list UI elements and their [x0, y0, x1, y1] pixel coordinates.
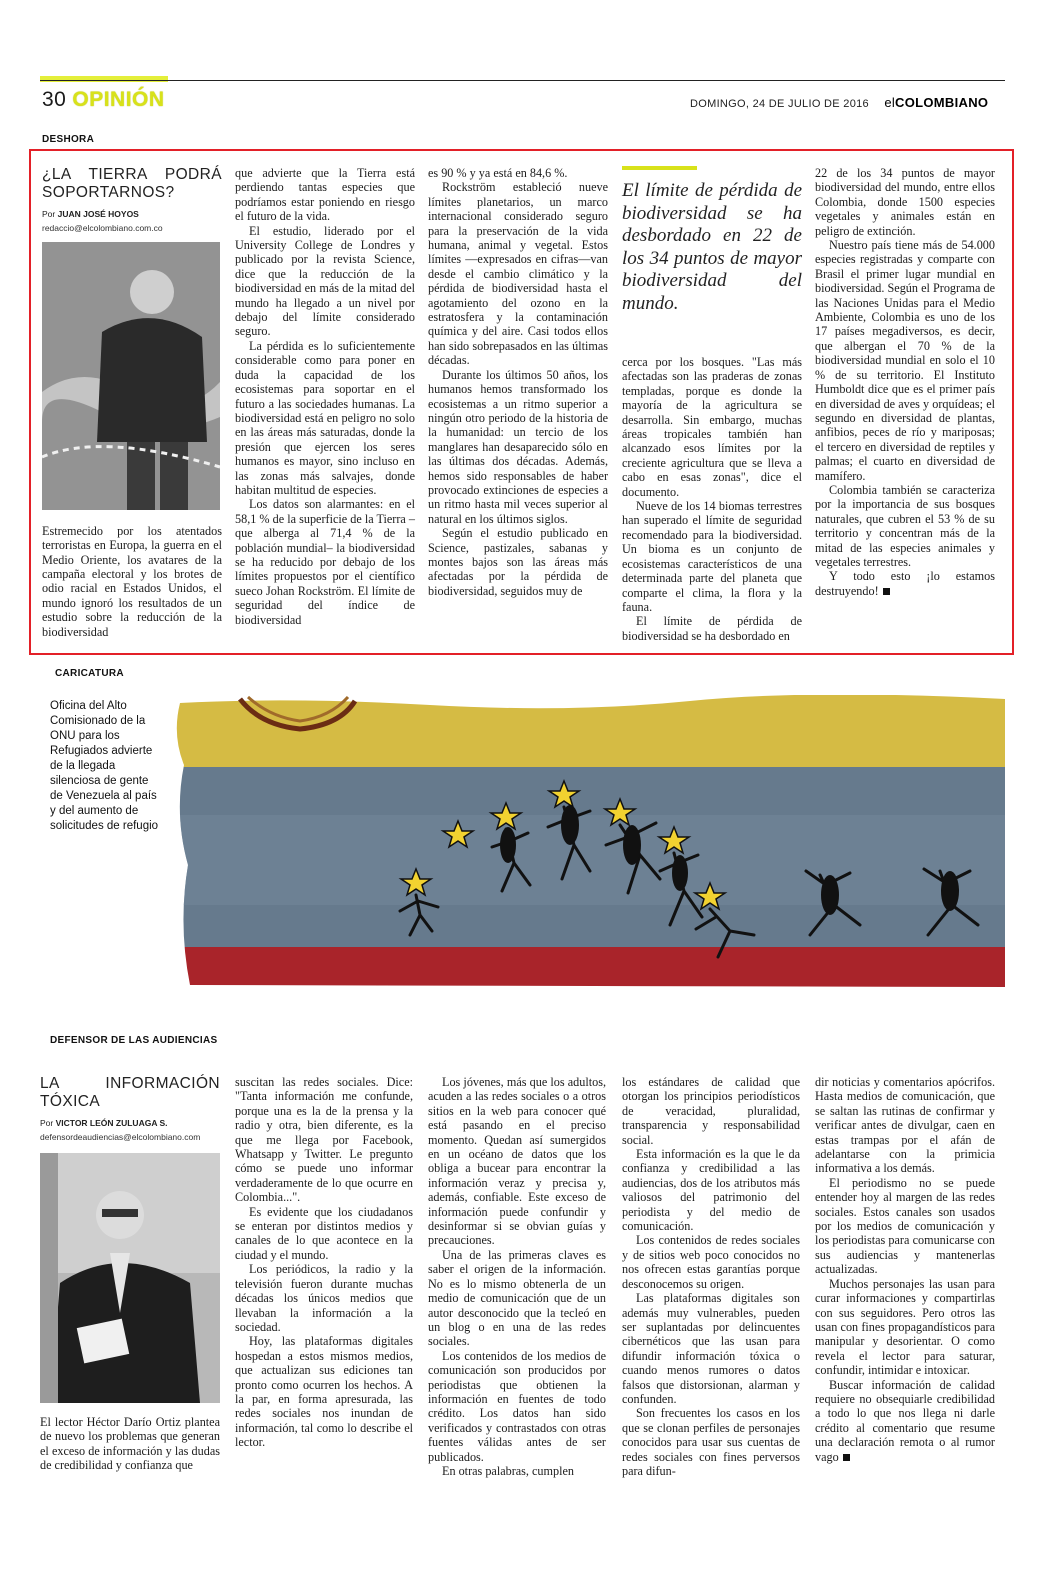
paragraph: Es evidente que los ciudadanos se enteran por distintos medios y canales de lo que acontece en la ciudad y el mundo. [235, 1204, 413, 1262]
paragraph: Los contenidos de redes sociales y de sitios web poco conocidos no nos ofrecen estas garantías porque desconocemos su origen. [622, 1233, 800, 1291]
defensor-column-5 [815, 1075, 995, 1464]
closing-line: Buscar información de calidad requiere no obsequiarle credibilidad a todo lo que nos llega ni darle crédito al comentario que resume una declaración remota o al rumor vago [815, 1377, 995, 1464]
paragraph: Colombia también se caracteriza por la importancia de sus bosques naturales, que cubren el 53 % de su territorio y concentran más de la mitad de las especies animales y vegetales terrestres. [815, 482, 995, 569]
defensor-column-1 [40, 1075, 220, 1472]
author-name: JUAN JOSÉ HOYOS [57, 209, 139, 219]
deshora-column-5 [815, 166, 995, 598]
venezuela-flag-migrants-icon [170, 695, 1005, 987]
paragraph [815, 1378, 995, 1464]
paragraph: Nueve de los 14 biomas terrestres han superado el límite de seguridad recomendado para la biodiversidad. Un bioma es un conjunto de ecosistemas característicos de una determinada parte del planeta que comparte el clima, la flora y la fauna. [622, 499, 802, 614]
paragraph: Nuestro país tiene más de 54.000 especies registradas y comparte con Brasil el primer lugar mundial en biodiversidad. Según el Programa de las Naciones Unidas para el Medio Ambiente, Colombia es uno de los 17 países megadiversos, es decir, que albergan el 70 % de la biodiversidad mundial en solo el 10 % de su territorio. El Instituto Humboldt dice que es el primer país en diversidad de aves y orquídeas; el segundo en diversidad de plantas, anfibios, peces de río y mariposas; el tercero en diversidad de reptiles y palmas; el cuarto en diversidad de mamífero. [815, 238, 995, 483]
section-label-defensor: DEFENSOR DE LAS AUDIENCIAS [50, 1035, 218, 1046]
closing-line: Y todo esto ¡lo estamos destruyendo! [815, 569, 995, 598]
paragraph: Una de las primeras claves es saber el origen de la información. No es lo mismo obtenerla de un medio de comunicación que de un autor desconocido que la tecleó en un blog o en una de las redes sociales. [428, 1247, 606, 1349]
paragraph: es 90 % y ya está en 84,6 %. [428, 166, 568, 180]
by-prefix: Por [40, 1118, 54, 1128]
by-prefix: Por [42, 209, 56, 219]
author-photo [40, 1153, 220, 1403]
paragraph [815, 569, 995, 598]
paragraph: Los jóvenes, más que los adultos, acuden a las redes sociales o a otros sitios en la web para conocer qué está pasando en el preciso momento. Quedan así sumergidos en un océano de datos que los obliga a bucear para encontrar la información veraz y precisa y, además, confiable. Este exceso de información puede confundir y desinformar si se obvian guías y precauciones. [428, 1075, 606, 1248]
article-title: LA INFORMACIÓN TÓXICA [40, 1075, 220, 1110]
issue-date: DOMINGO, 24 DE JULIO DE 2016 [690, 98, 869, 110]
defensor-column-3 [428, 1075, 606, 1478]
author-portrait-icon [42, 242, 220, 510]
page-header [42, 88, 165, 112]
cartoon-caption: Oficina del Alto Comisionado de la ONU para los Refugiados advierte de la llegada silenciosa de gente de Venezuela al país y del aumento de solicitudes de refugio [50, 700, 159, 832]
paragraph: Hoy, las plataformas digitales hospedan a estos mismos medios, que actualizan sus ediciones tan pronto como ocurren los hechos. A la par, en forma apresurada, las redes sociales nos inundan de información, tal como lo describe el lector. [235, 1334, 413, 1450]
section-name: OPINIÓN [72, 88, 165, 111]
cartoon-image [170, 695, 1005, 987]
paragraph: suscitan las redes sociales. Dice: "Tanta información me confunde, porque una es la de la prensa y la radio y otra, bien diferente, es la que me llega por Facebook, Whatsapp y Twitter. Le pregunto cómo se puede uno informar verdaderamente de lo que ocurre en Colombia...". [235, 1075, 413, 1205]
paragraph: que advierte que la Tierra está perdiendo tantas especies que podríamos estar poniendo en riesgo el futuro de la vida. [235, 166, 415, 224]
author-email: defensordeaudiencias@elcolombiano.com [40, 1132, 201, 1143]
paragraph: Los contenidos de los medios de comunicación son producidos por periodistas que obtienen la información en fuentes de todo crédito. Los datos han sido verificados y contrastados con otras fuentes válidas antes de ser publicados. [428, 1348, 606, 1464]
paragraph: La pérdida es lo suficientemente considerable como para poner en duda la capacidad de los ecosistemas para soportar en el futuro a las sociedades humanas. La biodiversidad está en peligro no solo en las áreas más saturadas, donde la presión que ejercen los seres humanos es mayor, sino incluso en las zonas más salvajes, donde habitan multitud de especies. [235, 338, 415, 497]
end-mark-icon [883, 588, 890, 595]
deshora-column-1 [42, 166, 222, 639]
paragraph: Las plataformas digitales son además muy vulnerables, pueden ser suplantadas por delincuentes cibernéticos que las usan para difundir información tóxica o cuando menos rumores o datos falsos que distorsionan, alarman y confunden. [622, 1291, 800, 1406]
paragraph: cerca por los bosques. "Las más afectadas son las praderas de zonas templadas, porque es donde la mayoría de la agricultura se desarrolla. Sin embargo, muchas áreas tropicales también han alcanzado esos límites por la creciente agricultura que se lleva a cabo en esas zonas", dice el documento. [622, 355, 802, 499]
paragraph: los estándares de calidad que otorgan los principios periodísticos de veracidad, pluralidad, transparencia y responsabilidad social. [622, 1075, 800, 1147]
paragraph: 22 de los 34 puntos de mayor biodiversidad del mundo, entre ellos Colombia, donde 1500 especies vegetales y animales están en peligro de extinción. [815, 166, 995, 238]
section-accent-bar [40, 76, 168, 82]
deshora-column-3 [428, 166, 608, 598]
section-label-deshora: DESHORA [42, 134, 95, 145]
brand-prefix: el [884, 95, 896, 110]
defensor-col1-text [40, 1415, 220, 1473]
newspaper-logo [884, 95, 988, 110]
paragraph: Muchos personajes las usan para curar informaciones y compartirlas con sus seguidores. Pero otros las usan con fines propagandísticos para manipular y desorientar. O como revela el lector para saturar, confundir, intimidar e intoxicar. [815, 1276, 995, 1378]
author-name: VICTOR LEÓN ZULUAGA S. [55, 1118, 168, 1128]
pullquote: El límite de pérdida de biodiversidad se ha desbordado en 22 de los 34 puntos de mayor biodiversidad del mundo. [622, 180, 802, 314]
defensor-column-4 [622, 1075, 800, 1478]
paragraph: El límite de pérdida de biodiversidad se ha desbordado en [622, 614, 802, 643]
paragraph: Rockström estableció nueve límites planetarios, un marco internacional considerado seguro para la preservación de la vida humana, animal y vegetal. Estos límites —expresados en cifras—van desde el cambio climático y la pérdida de biodiversidad hasta el agotamiento del ozono en la estratosfera y la contaminación química y del aire. Casi todos ellos han sido sobrepasados en las últimas décadas. [428, 180, 608, 368]
byline [42, 207, 222, 221]
end-mark-icon [843, 1454, 850, 1461]
deshora-col1-text [42, 524, 222, 639]
paragraph: Durante los últimos 50 años, los humanos hemos transformado los ecosistemas a un ritmo superior a ningún otro periodo de la historia de la humanidad: un tercio de los manglares han desaparecido sólo en las últimas dos décadas. Además, hemos sido responsables de haber provocado extinciones de especies a un ritmo hasta mil veces superior al natural en los últimos siglos. [428, 367, 608, 526]
paragraph: Según el estudio publicado en Science, pastizales, sabanas y montes bajos son las áreas más afectadas por la pérdida de biodiversidad, seguidos muy de [428, 526, 608, 598]
paragraph: Son frecuentes los casos en los que se clonan perfiles de personajes conocidos para usar sus cuentas de redes sociales con fines perversos para difun- [622, 1406, 800, 1478]
brand-name: COLOMBIANO [895, 95, 989, 110]
paragraph: En otras palabras, cumplen [442, 1463, 574, 1478]
author-portrait-icon [40, 1153, 220, 1403]
pullquote-accent [622, 166, 697, 170]
paragraph: Los datos son alarmantes: en el 58,1 % de la superficie de la Tierra –que alberga al 71,4 % de la población mundial– la biodiversidad se ha reducido por debajo de los límites propuestos por el científico sueco Johan Rockström. El límite de seguridad del índice de biodiversidad [235, 497, 415, 627]
paragraph: El lector Héctor Darío Ortiz plantea de nuevo los problemas que generan el exceso de información y las dudas de credibilidad y confianza que [40, 1414, 220, 1473]
article-title: ¿LA TIERRA PODRÁ SOPORTARNOS? [42, 166, 222, 201]
paragraph: Los periódicos, la radio y la televisión fueron durante muchas décadas los únicos medios que llevaban la información a la sociedad. [235, 1262, 413, 1334]
author-photo [42, 242, 220, 510]
author-email: redaccio@elcolombiano.com.co [42, 223, 163, 234]
section-label-caricatura: CARICATURA [55, 668, 124, 679]
header-rule [40, 80, 1005, 81]
defensor-column-2 [235, 1075, 413, 1450]
paragraph: El estudio, liderado por el University College de Londres y publicado por la revista Science, dice que la reducción de la biodiversidad en más de la mitad del mundo ha llegado a un nivel por debajo del límite considerado seguro. [235, 223, 415, 339]
paragraph: Estremecido por los atentados terroristas en Europa, la guerra en el Medio Oriente, los avatares de la campaña electoral y los brotes de odio racial en Estados Unidos, el mundo ignoró los resultados de un estudio sobre la reducción de la biodiversidad [42, 523, 222, 639]
deshora-column-4 [622, 166, 802, 643]
page-number: 30 [42, 88, 67, 111]
deshora-column-2 [235, 166, 415, 627]
dateline [690, 95, 988, 110]
byline [40, 1116, 220, 1130]
paragraph: El periodismo no se puede entender hoy al margen de las redes sociales. Estos canales son usados por los medios de comunicación y los periodistas para comunicarse con sus audiencias y mantenerlas actualizadas. [815, 1175, 995, 1277]
paragraph: dir noticias y comentarios apócrifos. Hasta medios de comunicación, que se saltan las rutinas de confirmar y verificar antes de divulgar, caen en estas trampas por el afán de adelantarse con la primicia informativa a los demás. [815, 1075, 995, 1176]
paragraph: Esta información es la que le da confianza y credibilidad a las audiencias, dos de los atributos más valiosos del patrimonio del periodista y del medio de comunicación. [622, 1147, 800, 1234]
